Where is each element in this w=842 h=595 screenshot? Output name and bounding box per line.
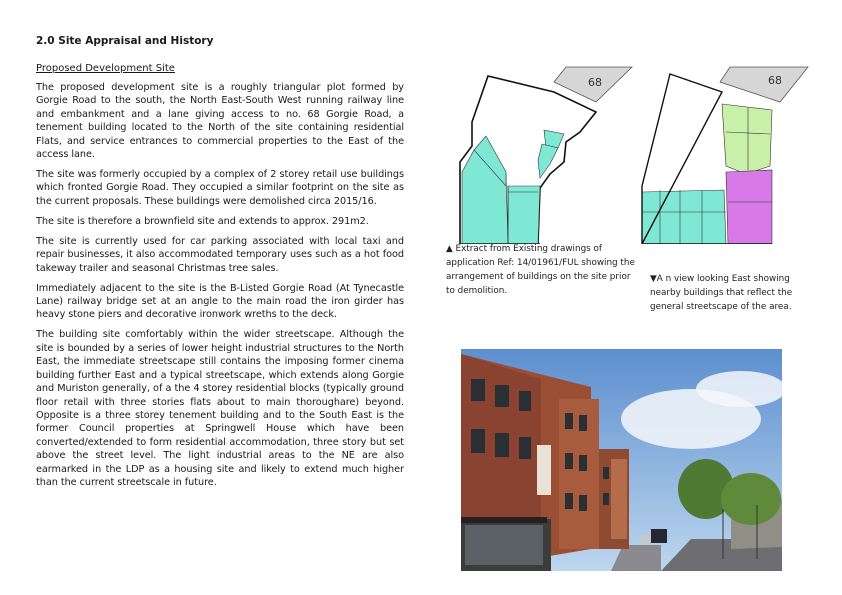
paragraph-1: The proposed development site is a roughly triangular plot formed by Gorgie Road to the south, the North East-South West running railway line and embankment and a lane giving access to no. 68 Gorgie Road, a tenement building located to the North of the site containing residential Flats, and service entrances to commercial properties to the East of the access lane. — [36, 82, 404, 161]
paragraph-3: The site is therefore a brownfield site and extends to approx. 291m2. — [36, 215, 369, 227]
subheading: Proposed Development Site — [36, 63, 175, 74]
caption-street-view: ▼A n view looking East showing nearby buildings that reflect the general streetscape of the area. — [650, 274, 793, 312]
street-view-photo — [461, 349, 782, 571]
section-title: 2.0 Site Appraisal and History — [36, 35, 214, 47]
caption-existing-drawings: ▲ Extract from Existing drawings of application Ref: 14/01961/FUL showing the arrangement of buildings on the site prior to demolition. — [446, 244, 635, 296]
existing-floor-plan — [630, 62, 810, 244]
paragraph-4: The site is currently used for car parking associated with local taxi and repair businesses, it also accommodated temporary uses such as a hot food takeway trailer and seasonal Christmas tree sales. — [36, 235, 404, 274]
paragraph-5: Immediately adjacent to the site is the B-Listed Gorgie Road (At Tynecastle Lane) railway bridge set at an angle to the main road the iron girder has heavy stone piers and decorative ironwork wreths to the deck. — [36, 282, 404, 321]
existing-site-plan — [446, 62, 634, 244]
paragraph-6: The building site comfortably within the wider streetscape. Although the site is bounded by a series of lower height industrial structures to the North East, the immediate streetscape still contains the imposing former cinema building further East and a typical streetscape, which extends along Gorgie and Muriston generally, of a the 4 storey residential blocks (typically ground floor retail with three stories flats about to main thoroughare) beyond. Opposite is a three storey tenement building and to the South East is the former Council properties at Springwell House which have been converted/extended to form residential accommodation, three story but set above the street level. The light industrial areas to the NE are also earmarked in the LDP as a housing site and likely to extend much higher than the current streetscale in future. — [36, 329, 404, 488]
text-column — [36, 35, 404, 496]
plan-left-label: 68 — [588, 76, 602, 89]
plan-right-label: 68 — [768, 74, 782, 87]
paragraph-2: The site was formerly occupied by a complex of 2 storey retail use buildings which fronted Gorgie Road. They occupied a similar footprint on the site as the current proposals. These buildings were demolished circa 2015/16. — [36, 169, 404, 207]
